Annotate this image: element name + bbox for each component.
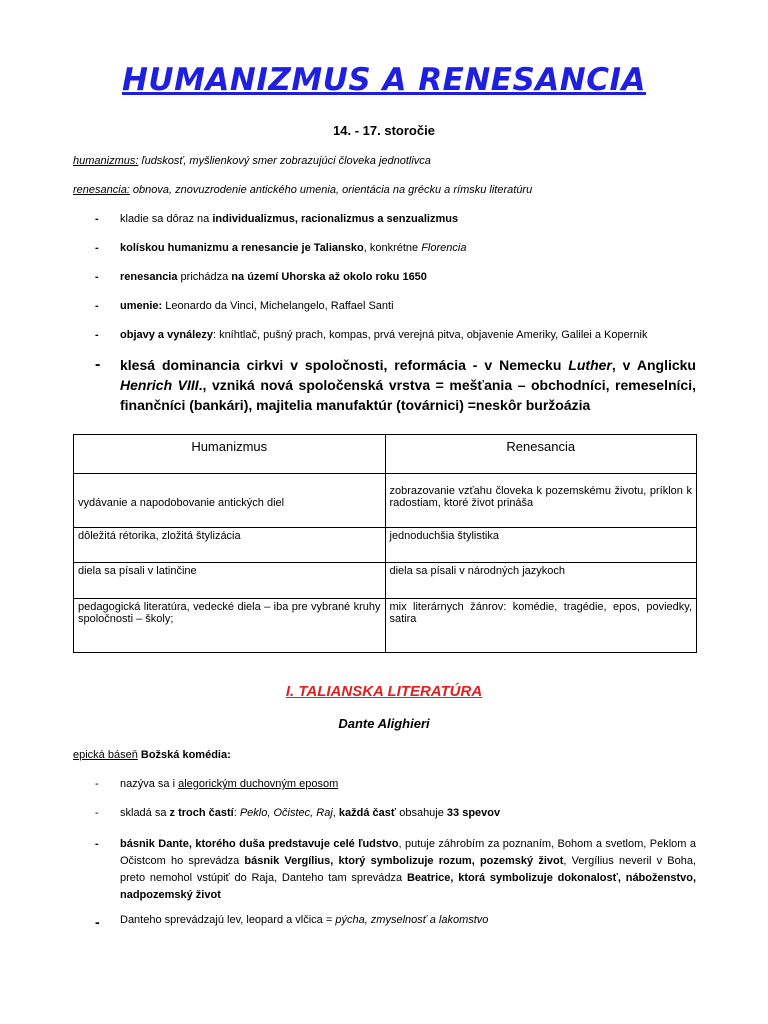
list-item: - umenie: Leonardo da Vinci, Michelangelo, Raffael Santi bbox=[95, 300, 394, 312]
table-cell: vydávanie a napodobovanie antických diel bbox=[74, 474, 386, 528]
table-header: Renesancia bbox=[385, 435, 697, 474]
list-item: - Danteho sprevádzajú lev, leopard a vlčica = pýcha, zmyselnosť a lakomstvo bbox=[95, 914, 489, 930]
table-cell: diela sa písali v národných jazykoch bbox=[385, 563, 697, 599]
table-row bbox=[74, 528, 697, 563]
bullet-list-intro bbox=[73, 213, 696, 415]
table-cell: zobrazovanie vzťahu človeka k pozemskému životu, príklon k radostiam, ktoré život prináša bbox=[385, 474, 697, 528]
table-cell: dôležitá rétorika, zložitá štylizácia bbox=[74, 528, 386, 563]
list-item: - renesancia prichádza na území Uhorska až okolo roku 1650 bbox=[95, 271, 427, 283]
table-row bbox=[74, 474, 697, 528]
comparison-table bbox=[73, 434, 697, 653]
table-cell: jednoduchšia štylistika bbox=[385, 528, 697, 563]
definition-term: renesancia: bbox=[73, 184, 130, 196]
list-item: - objavy a vynálezy: kníhtlač, pušný prach, kompas, prvá verejná pitva, objavenie Ameriky, Galilei a Kopernik bbox=[95, 329, 648, 341]
epic-poem-label: epická báseň Božská komédia: bbox=[73, 749, 231, 761]
author-heading: Dante Alighieri bbox=[338, 716, 430, 731]
section-title: I. TALIANSKA LITERATÚRA bbox=[285, 683, 483, 700]
table-cell: diela sa písali v latinčine bbox=[74, 563, 386, 599]
definition-term: humanizmus: bbox=[73, 155, 139, 167]
table-row bbox=[74, 563, 697, 599]
page-title: HUMANIZMUS A RENESANCIA bbox=[121, 62, 647, 98]
list-item: - nazýva sa i alegorickým duchovným eposom bbox=[95, 778, 339, 790]
definition-renesancia bbox=[73, 184, 532, 196]
definition-text: ľudskosť, myšlienkový smer zobrazujúci človeka jednotlivca bbox=[138, 155, 431, 167]
table-row bbox=[74, 599, 697, 653]
list-item: - skladá sa z troch častí: Peklo, Očistec, Raj, každá časť obsahuje 33 spevov bbox=[95, 807, 501, 819]
list-item: - básnik Dante, ktorého duša predstavuje celé ľudstvo, putuje záhrobím za poznaním, Bohom a svetlom, Peklom a Očistcom ho sprevádza básnik Vergílius, ktorý symbolizuje rozum, pozemský život, Vergílius neveril v Boha, preto nemohol vstúpiť do Raja, Danteho tam sprevádza Beatrice, ktorá symbolizuje dokonalosť, náboženstvo, nadpozemský život bbox=[95, 838, 697, 901]
bullet-list-dante bbox=[73, 778, 697, 930]
list-item-reformation: - klesá dominancia cirkvi v spoločnosti, reformácia - v Nemecku Luther, v Anglicku Henrich VIII., vzniká nová spoločenská vrstva = mešťania – obchodníci, remeselníci, finančníci (bankári), majitelia manufaktúr (továrnici) =neskôr buržoázia bbox=[95, 356, 696, 413]
table-cell: pedagogická literatúra, vedecké diela – iba pre vybrané kruhy spoločnosti – školy; bbox=[74, 599, 386, 653]
table-header-row bbox=[74, 435, 697, 474]
definition-text: obnova, znovuzrodenie antického umenia, orientácia na grécku a rímsku literatúru bbox=[129, 184, 533, 196]
definition-humanizmus bbox=[73, 155, 431, 167]
list-item: - kladie sa dôraz na individualizmus, racionalizmus a senzualizmus bbox=[95, 213, 459, 225]
table-cell: mix literárnych žánrov: komédie, tragédie, epos, poviedky, satira bbox=[385, 599, 697, 653]
list-item: - kolískou humanizmu a renesancie je Taliansko, konkrétne Florencia bbox=[95, 242, 467, 254]
page-subtitle: 14. - 17. storočie bbox=[333, 123, 435, 138]
table-header: Humanizmus bbox=[74, 435, 386, 474]
